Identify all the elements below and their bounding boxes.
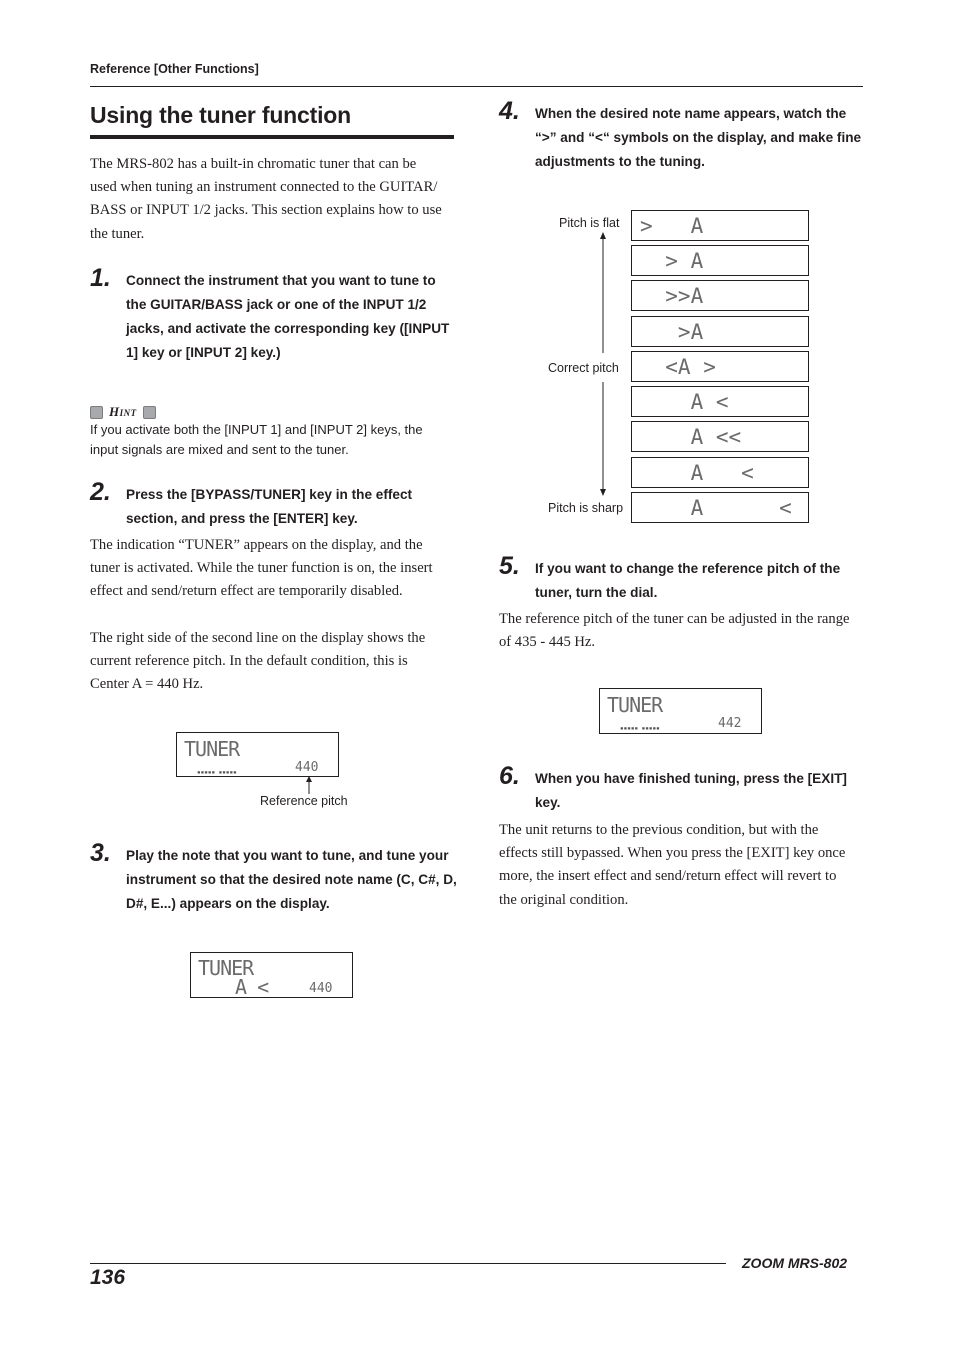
hint-line: input signals are mixed and sent to the tuner. — [90, 442, 349, 457]
step-line: 1] key or [INPUT 2] key.) — [126, 345, 281, 360]
title-rule — [90, 135, 454, 139]
pitch-row — [631, 210, 809, 241]
lcd-reference-pitch: 442 — [718, 716, 742, 731]
pitch-row-readout: >A — [640, 320, 704, 344]
step-3-instruction — [126, 844, 466, 916]
body-line: The unit returns to the previous condition, but with the — [499, 822, 819, 838]
hint-label: Hint — [109, 404, 137, 419]
reference-pitch-arrow-icon — [303, 776, 315, 794]
pitch-row — [631, 316, 809, 347]
step-line: key. — [535, 795, 561, 810]
hint-left-square-icon — [90, 406, 103, 419]
lcd-title: TUNER — [607, 693, 663, 717]
pitch-row — [631, 351, 809, 382]
step-line: D#, E...) appears on the display. — [126, 896, 330, 911]
pitch-row — [631, 280, 809, 311]
step-2-instruction — [126, 483, 466, 531]
footer-brand: ZOOM MRS-802 — [742, 1255, 848, 1271]
body-line: of 435 - 445 Hz. — [499, 634, 596, 651]
step-4-instruction — [535, 102, 870, 174]
lcd-title: TUNER — [198, 956, 254, 980]
body-line: tuner is activated. While the tuner function is on, the insert — [90, 560, 433, 577]
pitch-row — [631, 386, 809, 417]
page-number: 136 — [90, 1266, 126, 1289]
lcd-dots: ▪▪▪▪▪ ▪▪▪▪▪ — [620, 725, 660, 732]
hint-text — [90, 420, 460, 460]
step-2-paragraph-2 — [90, 627, 465, 697]
running-header: Reference [Other Functions] — [90, 62, 259, 76]
pitch-row-readout: A << — [640, 425, 742, 449]
body-line: effects still bypassed. When you press the [EXIT] key once — [499, 845, 846, 862]
step-5-paragraph — [499, 608, 869, 654]
lcd-title: TUNER — [184, 737, 240, 761]
hint-line: If you activate both the [INPUT 1] and [INPUT 2] keys, the — [90, 422, 423, 437]
step-line: Play the note that you want to tune, and tune your — [126, 848, 449, 863]
footer-rule — [90, 1263, 726, 1264]
intro-line: used when tuning an instrument connected to the GUITAR/ — [90, 179, 438, 196]
intro-line: The MRS-802 has a built-in chromatic tuner that can be — [90, 156, 417, 172]
step-2-number: 2. — [90, 478, 111, 506]
pitch-row — [631, 457, 809, 488]
lcd-display-note — [190, 952, 353, 998]
step-line: jacks, and activate the corresponding key ([INPUT — [126, 321, 450, 336]
pitch-correct-label: Correct pitch — [548, 361, 619, 375]
section-title: Using the tuner function — [90, 102, 351, 128]
lcd-display-default — [176, 732, 339, 777]
pitch-row-readout: A < — [640, 496, 792, 520]
body-line: The indication “TUNER” appears on the display, and the — [90, 537, 423, 553]
body-line: Center A = 440 Hz. — [90, 676, 204, 693]
pitch-row-readout: >>A — [640, 284, 704, 308]
body-line: current reference pitch. In the default condition, this is — [90, 653, 408, 670]
body-line: The right side of the second line on the display shows the — [90, 630, 426, 646]
lcd-dots: ▪▪▪▪▪ ▪▪▪▪▪ — [197, 769, 237, 776]
pitch-flat-label: Pitch is flat — [559, 216, 620, 230]
lcd-note: A < — [235, 975, 269, 999]
pitch-row-readout: A < — [640, 390, 729, 414]
lcd-display-adjusted — [599, 688, 762, 734]
header-rule — [90, 86, 863, 87]
pitch-row-readout: A < — [640, 461, 754, 485]
step-6-instruction — [535, 767, 870, 815]
step-line: When you have finished tuning, press the [EXIT] — [535, 771, 847, 786]
pitch-row — [631, 492, 809, 523]
step-5-instruction — [535, 557, 870, 605]
step-1-number: 1. — [90, 264, 111, 292]
pitch-row-readout: > A — [640, 214, 704, 238]
step-line: section, and press the [ENTER] key. — [126, 511, 358, 526]
pitch-row — [631, 245, 809, 276]
step-line: adjustments to the tuning. — [535, 154, 705, 169]
hint-header — [90, 404, 156, 420]
step-line: Connect the instrument that you want to tune to — [126, 273, 436, 288]
step-line: If you want to change the reference pitch of the — [535, 561, 841, 576]
pitch-sharp-label: Pitch is sharp — [548, 501, 624, 515]
pitch-row-readout: > A — [640, 249, 704, 273]
step-line: When the desired note name appears, watch the — [535, 106, 847, 121]
lcd-reference-pitch: 440 — [295, 760, 319, 775]
step-6-number: 6. — [499, 762, 520, 790]
hint-right-square-icon — [143, 406, 156, 419]
reference-pitch-caption: Reference pitch — [260, 794, 348, 808]
step-1-instruction — [126, 269, 466, 365]
lcd-reference-pitch: 440 — [309, 981, 333, 996]
step-line: Press the [BYPASS/TUNER] key in the effect — [126, 487, 413, 502]
step-line: “>” and “<“ symbols on the display, and make fine — [535, 130, 862, 145]
step-line: tuner, turn the dial. — [535, 585, 658, 600]
pitch-row — [631, 421, 809, 452]
intro-line: the tuner. — [90, 225, 145, 242]
body-line: more, the insert effect and send/return effect will revert to — [499, 868, 837, 885]
step-2-paragraph-1 — [90, 534, 465, 604]
intro-paragraph — [90, 153, 460, 246]
step-6-paragraph — [499, 819, 869, 912]
step-5-number: 5. — [499, 552, 520, 580]
pitch-range-arrow-icon — [596, 232, 610, 498]
intro-line: BASS or INPUT 1/2 jacks. This section explains how to use — [90, 202, 442, 219]
pitch-row-readout: <A > — [640, 355, 716, 379]
step-3-number: 3. — [90, 839, 111, 867]
step-line: the GUITAR/BASS jack or one of the INPUT 1/2 — [126, 297, 427, 312]
body-line: the original condition. — [499, 891, 629, 908]
body-line: effect and send/return effect are temporarily disabled. — [90, 583, 403, 600]
step-line: instrument so that the desired note name (C, C#, D, — [126, 872, 457, 887]
step-4-number: 4. — [499, 97, 520, 125]
body-line: The reference pitch of the tuner can be adjusted in the range — [499, 611, 850, 627]
